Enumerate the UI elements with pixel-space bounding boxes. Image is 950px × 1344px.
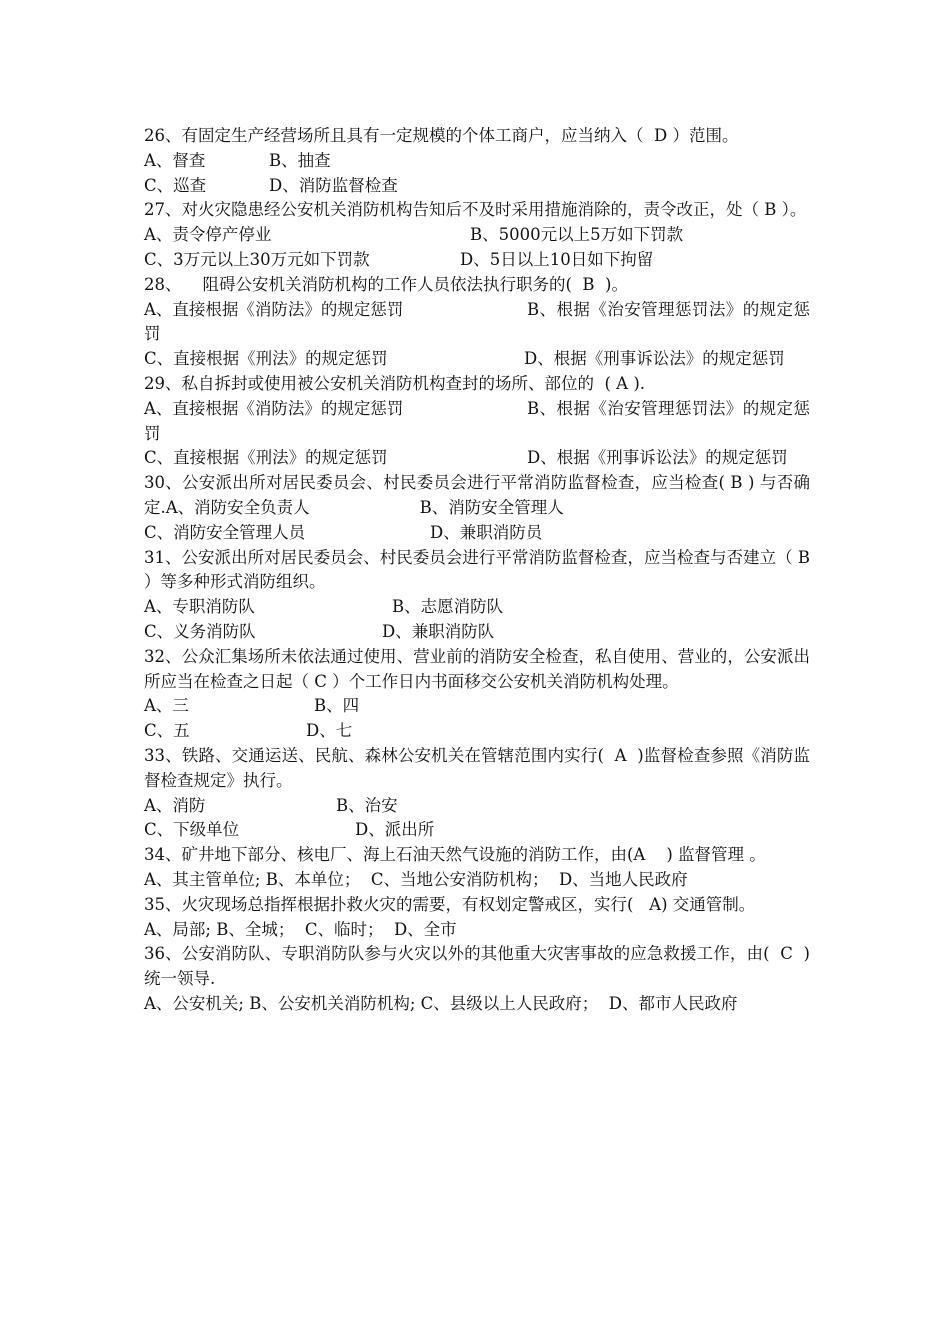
question-26-options-row-1 (144, 149, 810, 174)
question-31-options-row-1 (144, 595, 810, 620)
question-28-options-row-1 (144, 298, 810, 348)
option-c: C、义务消防队 (144, 621, 256, 641)
option-d: D、5日以上10日如下拘留 (460, 249, 654, 269)
question-36-stem: 36、公安消防队、专职消防队参与火灾以外的其他重大灾害事故的应急救援工作，由( C )统一领导. (144, 944, 810, 989)
question-32-options-row-2 (144, 719, 810, 744)
option-a: A、直接根据《消防法》的规定惩罚 (144, 398, 404, 418)
question-32-stem: 32、公众汇集场所未依法通过使用、营业前的消防安全检查，私自使用、营业的，公安派出所应当在检查之日起（ C ）个工作日内书面移交公安机关消防机构处理。 (144, 646, 810, 691)
question-29-options-row-1 (144, 397, 810, 447)
option-b: B、消防安全管理人 (419, 497, 564, 517)
option-a: A、三 (144, 696, 189, 716)
question-31-stem: 31、公安派出所对居民委员会、村民委员会进行平常消防监督检查，应当检查与否建立（ B ）等多种形式消防组织。 (144, 547, 816, 592)
question-27-options-row-2 (144, 248, 810, 273)
question-34-options (144, 868, 810, 893)
question-35-stem: 35、火灾现场总指挥根据扑救火灾的需要，有权划定警戒区，实行( A) 交通管制。 (144, 894, 756, 914)
option-d: D、消防监督检查 (269, 175, 398, 195)
option-c: C、下级单位 (144, 820, 240, 840)
question-29-options-row-2 (144, 446, 810, 471)
question-26-stem: 26、有固定生产经营场所且具有一定规模的个体工商户，应当纳入（ D ）范围。 (144, 126, 739, 145)
option-d: D、七 (306, 721, 353, 741)
options-line: A、公安机关; B、公安机关消防机构; C、县级以上人民政府； D、都市人民政府 (144, 993, 738, 1013)
option-b: B、5000元以上5万如下罚款 (470, 225, 684, 245)
option-c: C、直接根据《刑法》的规定惩罚 (144, 448, 388, 468)
question-30-stem (144, 471, 810, 521)
options-line: A、其主管单位; B、本单位； C、当地公安消防机构； D、当地人民政府 (144, 869, 688, 889)
question-33-options-row-1 (144, 794, 810, 819)
question-34-stem: 34、矿井地下部分、核电厂、海上石油天然气设施的消防工作，由(A ) 监督管理 。 (144, 845, 766, 865)
question-32-options-row-1 (144, 694, 810, 719)
question-33-options-row-2 (144, 818, 810, 843)
question-35-options (144, 918, 810, 943)
question-33-stem: 33、铁路、交通运送、民航、森林公安机关在管辖范围内实行( A )监督检查参照《消防监督检查规定》执行。 (144, 745, 810, 790)
question-27-options-row-1 (144, 223, 810, 248)
question-28-stem: 28、 阻碍公安机关消防机构的工作人员依法执行职务的( B )。 (144, 274, 628, 294)
option-d: D、兼职消防队 (382, 621, 495, 641)
option-d: D、派出所 (355, 820, 435, 840)
question-29-stem: 29、私自拆封或使用被公安机关消防机构查封的场所、部位的 ( A ). (144, 373, 646, 393)
question-31-options-row-2 (144, 620, 810, 645)
option-b: B、抽查 (269, 150, 331, 170)
option-a: A、直接根据《消防法》的规定惩罚 (144, 299, 404, 319)
option-d: D、根据《刑事诉讼法》的规定惩罚 (527, 448, 788, 468)
option-a: A、责令停产停业 (144, 225, 272, 245)
question-36-options (144, 992, 810, 1017)
question-27-stem: 27、对火灾隐患经公安机关消防机构告知后不及时采用措施消除的，责令改正，处（ B ）。 (144, 200, 807, 220)
option-b: B、治安 (336, 795, 398, 815)
option-d: D、兼职消防员 (430, 522, 543, 542)
option-b: B、四 (314, 696, 360, 716)
question-26-options-row-2 (144, 174, 810, 199)
question-30-options-row-2 (144, 521, 810, 546)
question-28-options-row-2 (144, 347, 810, 372)
option-a: A、专职消防队 (144, 597, 255, 617)
option-c: C、3万元以上30万元如下罚款 (144, 249, 370, 269)
question-30-text: 30、公安派出所对居民委员会、村民委员会进行平常消防监督检查，应当检查( B ) 与否确定.A、消防安全负责人 (144, 473, 810, 517)
option-a: A、督查 (144, 150, 206, 170)
option-a: A、消防 (144, 795, 206, 815)
question-list (144, 124, 816, 1017)
options-line: A、局部; B、全城； C、临时； D、全市 (144, 919, 457, 939)
option-b: B、根据《治安管理惩罚法》的规定惩罚 (144, 398, 810, 443)
option-c: C、消防安全管理人员 (144, 522, 306, 542)
option-b: B、志愿消防队 (392, 597, 504, 617)
option-d: D、根据《刑事诉讼法》的规定惩罚 (524, 349, 785, 369)
option-b: B、根据《治安管理惩罚法》的规定惩罚 (144, 299, 810, 344)
option-c: C、五 (144, 721, 190, 741)
option-c: C、巡查 (144, 175, 207, 195)
option-c: C、直接根据《刑法》的规定惩罚 (144, 349, 388, 369)
